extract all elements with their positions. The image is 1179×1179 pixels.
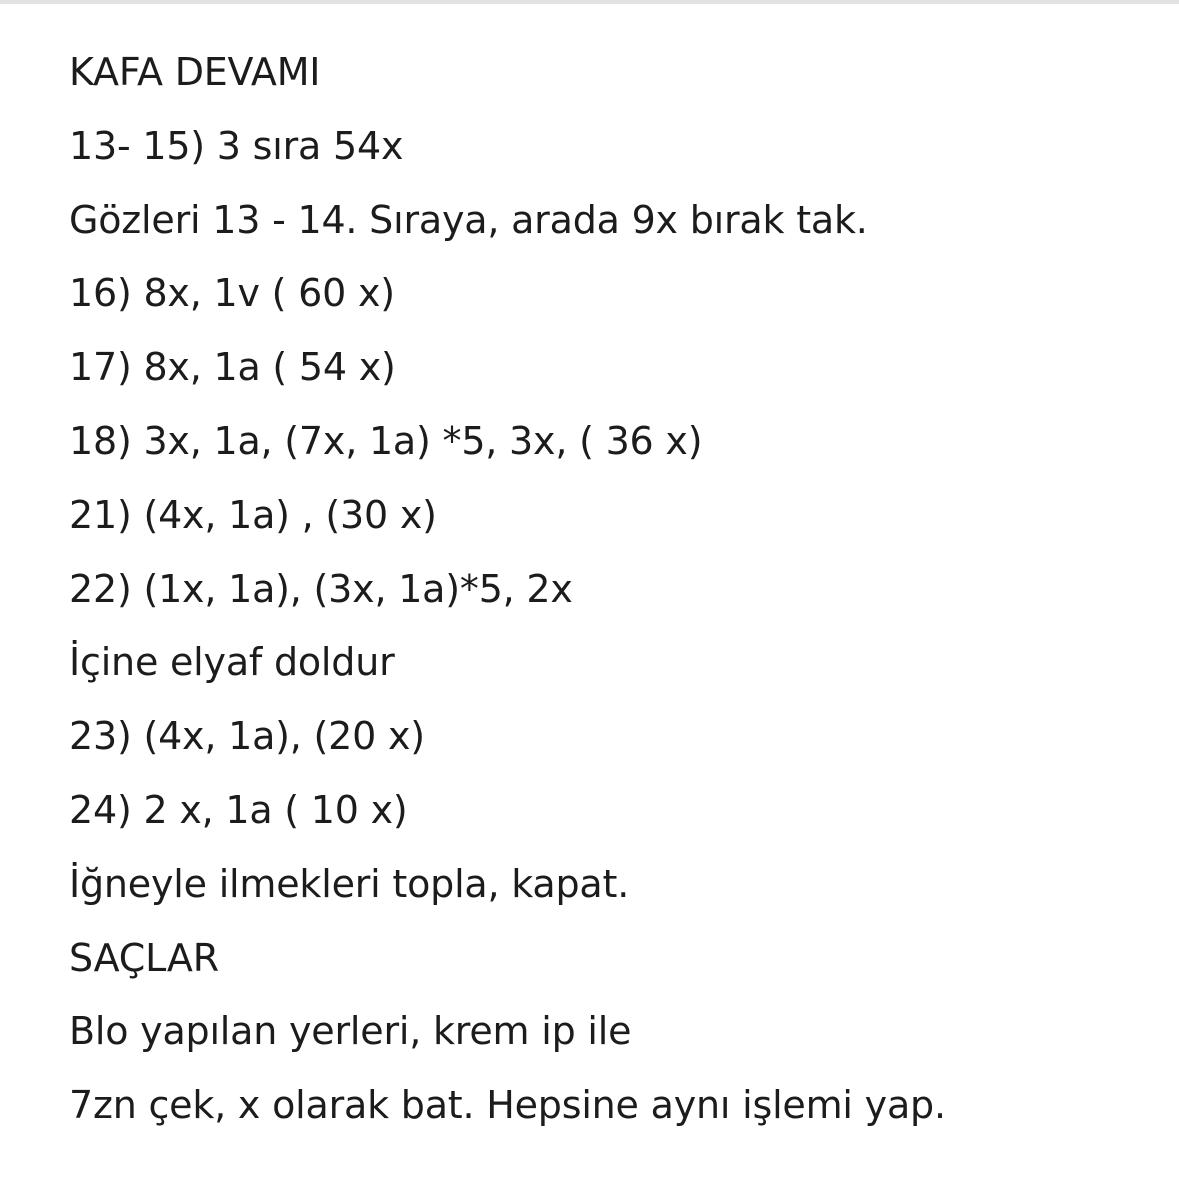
section-heading-head: KAFA DEVAMI — [69, 50, 321, 94]
section-heading-hair: SAÇLAR — [69, 935, 219, 980]
pattern-text-block — [69, 36, 1149, 1143]
instruction-line: Blo yapılan yerleri, krem ip ile — [69, 1009, 632, 1054]
instruction-line: 21) (4x, 1a) , (30 x) — [69, 492, 437, 537]
instruction-line: 24) 2 x, 1a ( 10 x) — [69, 787, 408, 832]
instruction-line: İğneyle ilmekleri topla, kapat. — [69, 861, 630, 906]
instruction-line: İçine elyaf doldur — [69, 640, 395, 685]
instruction-line: 16) 8x, 1v ( 60 x) — [69, 271, 395, 316]
instruction-line: 22) (1x, 1a), (3x, 1a)*5, 2x — [69, 566, 573, 611]
instruction-line: Gözleri 13 - 14. Sıraya, arada 9x bırak tak. — [69, 197, 868, 242]
instruction-line: 7zn çek, x olarak bat. Hepsine aynı işlemi yap. — [69, 1083, 946, 1128]
instruction-line: 17) 8x, 1a ( 54 x) — [69, 345, 396, 390]
instruction-line: 23) (4x, 1a), (20 x) — [69, 714, 425, 759]
instruction-line: 13- 15) 3 sıra 54x — [69, 123, 404, 168]
instruction-line: 18) 3x, 1a, (7x, 1a) *5, 3x, ( 36 x) — [69, 418, 703, 463]
top-divider — [0, 0, 1179, 4]
